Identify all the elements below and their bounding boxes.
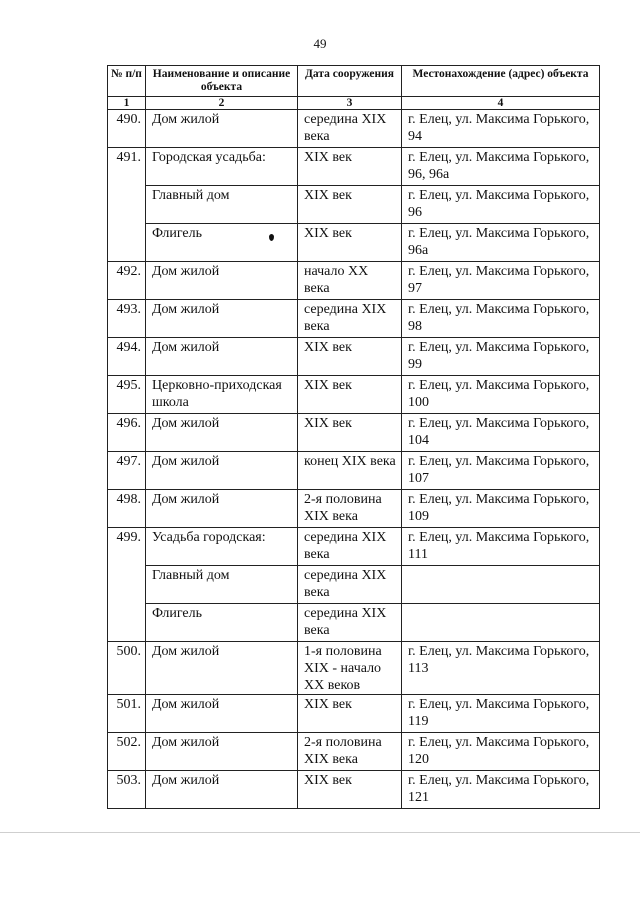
column-number-row [108, 97, 600, 110]
table-row [108, 376, 600, 414]
object-location: г. Елец, ул. Максима Горького, 94 [402, 110, 600, 148]
object-location: г. Елец, ул. Максима Горького, 111 [402, 528, 600, 566]
heritage-objects-table [107, 65, 600, 809]
table-row [108, 604, 600, 642]
row-number: 491. [108, 148, 146, 186]
row-number: 496. [108, 414, 146, 452]
page-number: 49 [313, 36, 327, 51]
column-number: 3 [298, 97, 402, 110]
construction-date: XIX век [298, 771, 402, 809]
table-row [108, 338, 600, 376]
construction-date: 2-я половина XIX века [298, 490, 402, 528]
object-name: Церковно-приходская школа [146, 376, 298, 414]
construction-date: 1-я половина XIX - начало XX веков [298, 642, 402, 695]
column-number: 1 [108, 97, 146, 110]
header-date: Дата сооружения [298, 66, 402, 97]
object-location: г. Елец, ул. Максима Горького, 120 [402, 733, 600, 771]
table-row [108, 490, 600, 528]
table-row [108, 148, 600, 186]
object-name: Дом жилой [146, 771, 298, 809]
object-location: г. Елец, ул. Максима Горького, 96, 96а [402, 148, 600, 186]
table-row [108, 566, 600, 604]
row-number: 492. [108, 262, 146, 300]
construction-date: XIX век [298, 338, 402, 376]
object-location: г. Елец, ул. Максима Горького, 96а [402, 224, 600, 262]
object-name: Усадьба городская: [146, 528, 298, 566]
object-name: Дом жилой [146, 695, 298, 733]
row-number [108, 604, 146, 642]
row-number: 494. [108, 338, 146, 376]
row-number: 498. [108, 490, 146, 528]
column-number: 2 [146, 97, 298, 110]
construction-date: XIX век [298, 224, 402, 262]
object-name: Главный дом [146, 186, 298, 224]
construction-date: XIX век [298, 186, 402, 224]
header-location: Местонахождение (адрес) объекта [402, 66, 600, 97]
table-row [108, 733, 600, 771]
row-number [108, 186, 146, 224]
table-row [108, 528, 600, 566]
header-num: № п/п [108, 66, 146, 97]
row-number: 493. [108, 300, 146, 338]
construction-date: XIX век [298, 148, 402, 186]
column-number: 4 [402, 97, 600, 110]
row-number: 497. [108, 452, 146, 490]
table-row [108, 695, 600, 733]
construction-date: XIX век [298, 695, 402, 733]
construction-date: XIX век [298, 376, 402, 414]
object-name: Дом жилой [146, 414, 298, 452]
object-location: г. Елец, ул. Максима Горького, 96 [402, 186, 600, 224]
construction-date: XIX век [298, 414, 402, 452]
object-location: г. Елец, ул. Максима Горького, 97 [402, 262, 600, 300]
row-number: 503. [108, 771, 146, 809]
row-number [108, 566, 146, 604]
object-name: Дом жилой [146, 262, 298, 300]
table-row [108, 262, 600, 300]
object-name: Дом жилой [146, 110, 298, 148]
construction-date: середина XIX века [298, 110, 402, 148]
row-number: 490. [108, 110, 146, 148]
header-row [108, 66, 600, 97]
construction-date: середина XIX века [298, 604, 402, 642]
table-row [108, 452, 600, 490]
construction-date: середина XIX века [298, 528, 402, 566]
header-name: Наименование и описание объекта [146, 66, 298, 97]
object-name: Флигель [146, 224, 298, 262]
row-number: 501. [108, 695, 146, 733]
construction-date: конец XIX века [298, 452, 402, 490]
object-location: г. Елец, ул. Максима Горького, 107 [402, 452, 600, 490]
table-row [108, 414, 600, 452]
row-number [108, 224, 146, 262]
row-number: 500. [108, 642, 146, 695]
table-row [108, 642, 600, 695]
object-location: г. Елец, ул. Максима Горького, 99 [402, 338, 600, 376]
object-location: г. Елец, ул. Максима Горького, 109 [402, 490, 600, 528]
object-name: Дом жилой [146, 452, 298, 490]
object-name: Главный дом [146, 566, 298, 604]
object-location: г. Елец, ул. Максима Горького, 100 [402, 376, 600, 414]
table-row [108, 771, 600, 809]
table-row [108, 186, 600, 224]
object-location: г. Елец, ул. Максима Горького, 104 [402, 414, 600, 452]
row-number: 499. [108, 528, 146, 566]
scan-edge-line [0, 832, 640, 833]
object-name: Флигель [146, 604, 298, 642]
construction-date: середина XIX века [298, 566, 402, 604]
object-location: г. Елец, ул. Максима Горького, 121 [402, 771, 600, 809]
table-row [108, 224, 600, 262]
construction-date: начало XX века [298, 262, 402, 300]
table-row [108, 300, 600, 338]
object-name: Дом жилой [146, 490, 298, 528]
row-number: 495. [108, 376, 146, 414]
row-number: 502. [108, 733, 146, 771]
object-name: Дом жилой [146, 642, 298, 695]
object-location [402, 604, 600, 642]
construction-date: 2-я половина XIX века [298, 733, 402, 771]
table-row [108, 110, 600, 148]
object-name: Дом жилой [146, 733, 298, 771]
object-name: Дом жилой [146, 300, 298, 338]
object-location: г. Елец, ул. Максима Горького, 113 [402, 642, 600, 695]
construction-date: середина XIX века [298, 300, 402, 338]
object-location [402, 566, 600, 604]
object-location: г. Елец, ул. Максима Горького, 119 [402, 695, 600, 733]
object-name: Городская усадьба: [146, 148, 298, 186]
object-location: г. Елец, ул. Максима Горького, 98 [402, 300, 600, 338]
object-name: Дом жилой [146, 338, 298, 376]
